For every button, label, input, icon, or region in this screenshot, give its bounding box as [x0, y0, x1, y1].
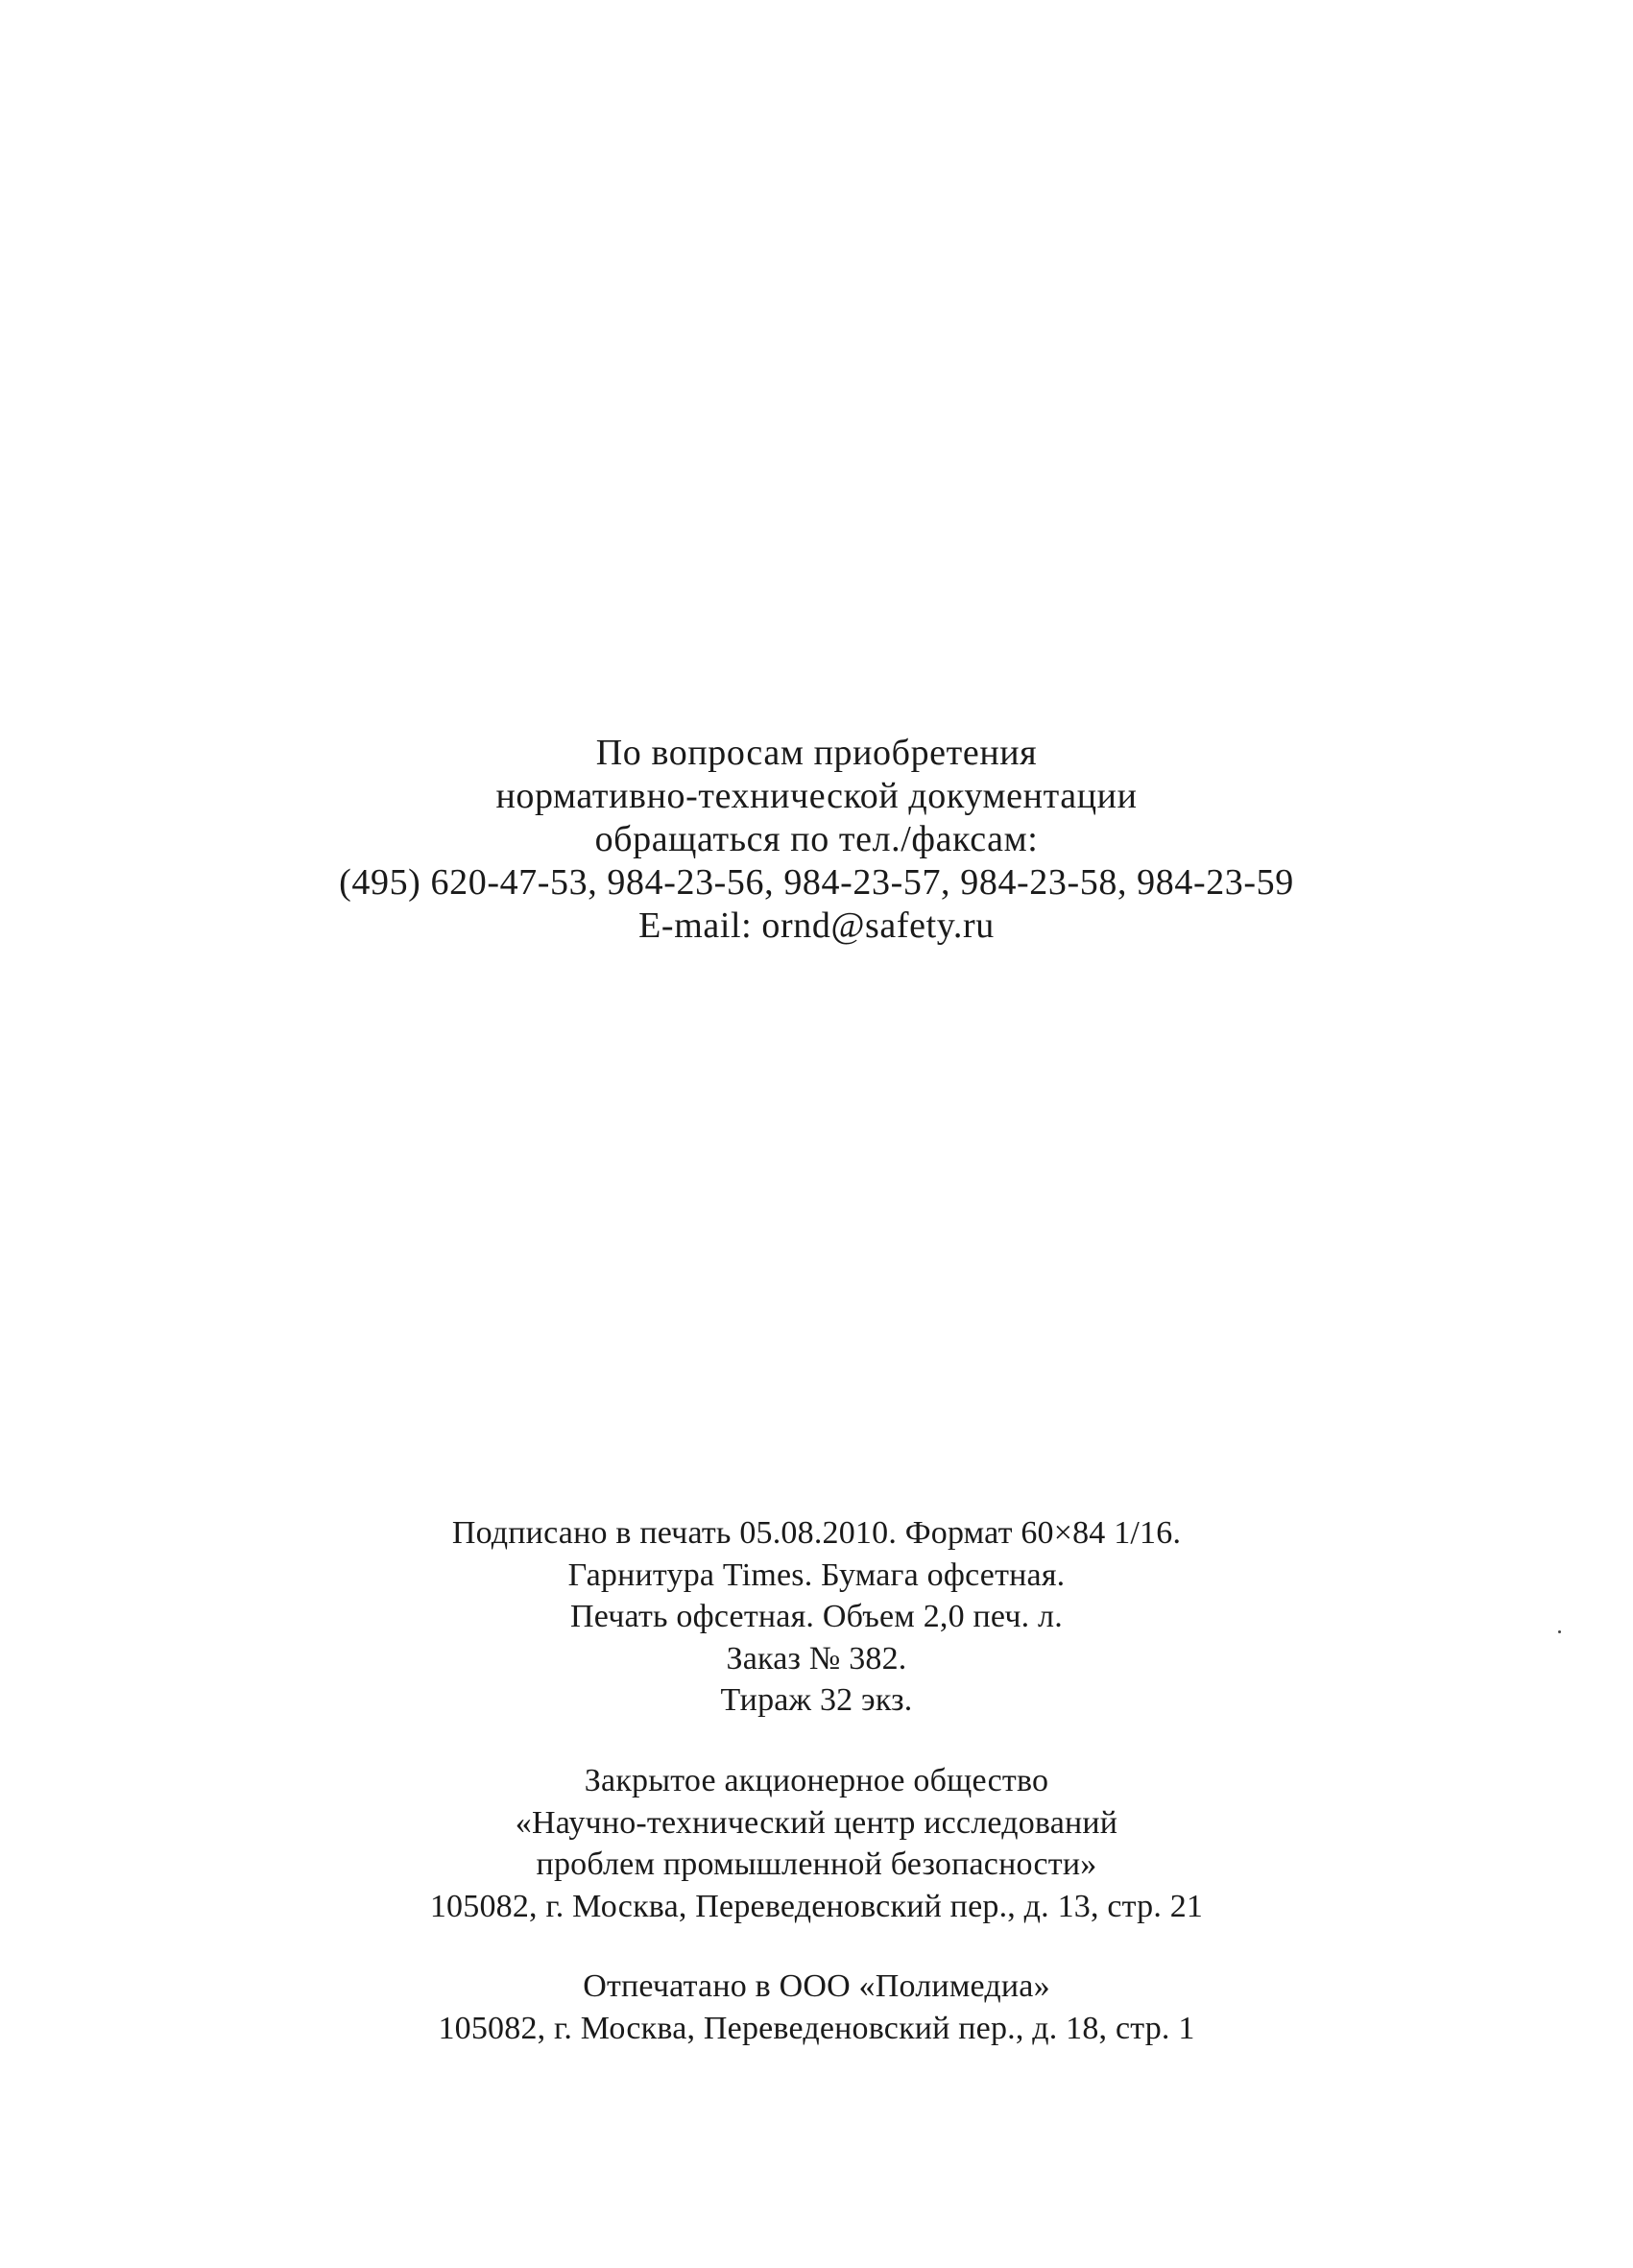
- imprint-print-volume: Печать офсетная. Объем 2,0 печ. л.: [570, 1599, 1063, 1634]
- printer-name: Отпечатано в ООО «Полимедиа»: [583, 1968, 1050, 2004]
- imprint-signed-format: Подписано в печать 05.08.2010. Формат 60×84 1/16.: [451, 1515, 1182, 1551]
- imprint-block: [0, 1512, 1633, 1722]
- contacts-email: E-mail: ornd@safety.ru: [638, 905, 995, 946]
- imprint-typeface-paper: Гарнитура Times. Бумага офсетная.: [567, 1556, 1066, 1593]
- publisher-block: [0, 1760, 1633, 1927]
- scan-speck: [1558, 1630, 1561, 1633]
- imprint-print-run: Тираж 32 экз.: [720, 1682, 913, 1718]
- publisher-name-line2: проблем промышленной безопасности»: [536, 1846, 1097, 1882]
- publisher-address: 105082, г. Москва, Переведеновский пер., д. 13, стр. 21: [429, 1888, 1204, 1924]
- publisher-name-line1: «Научно-технический центр исследований: [515, 1804, 1118, 1841]
- printer-block: [0, 1966, 1633, 2049]
- contacts-phones: (495) 620-47-53, 984-23-56, 984-23-57, 984-23-58, 984-23-59: [339, 862, 1294, 903]
- contacts-intro-line: По вопросам приобретения: [595, 733, 1038, 773]
- imprint-order-number: Заказ № 382.: [726, 1640, 907, 1677]
- contacts-block: [0, 732, 1633, 948]
- contacts-instruction-line: обращаться по тел./факсам:: [594, 819, 1039, 859]
- printer-address: 105082, г. Москва, Переведеновский пер., д. 18, стр. 1: [438, 2010, 1195, 2046]
- publisher-type: Закрытое акционерное общество: [584, 1763, 1049, 1798]
- contacts-subject-line: нормативно-технической документации: [495, 776, 1138, 816]
